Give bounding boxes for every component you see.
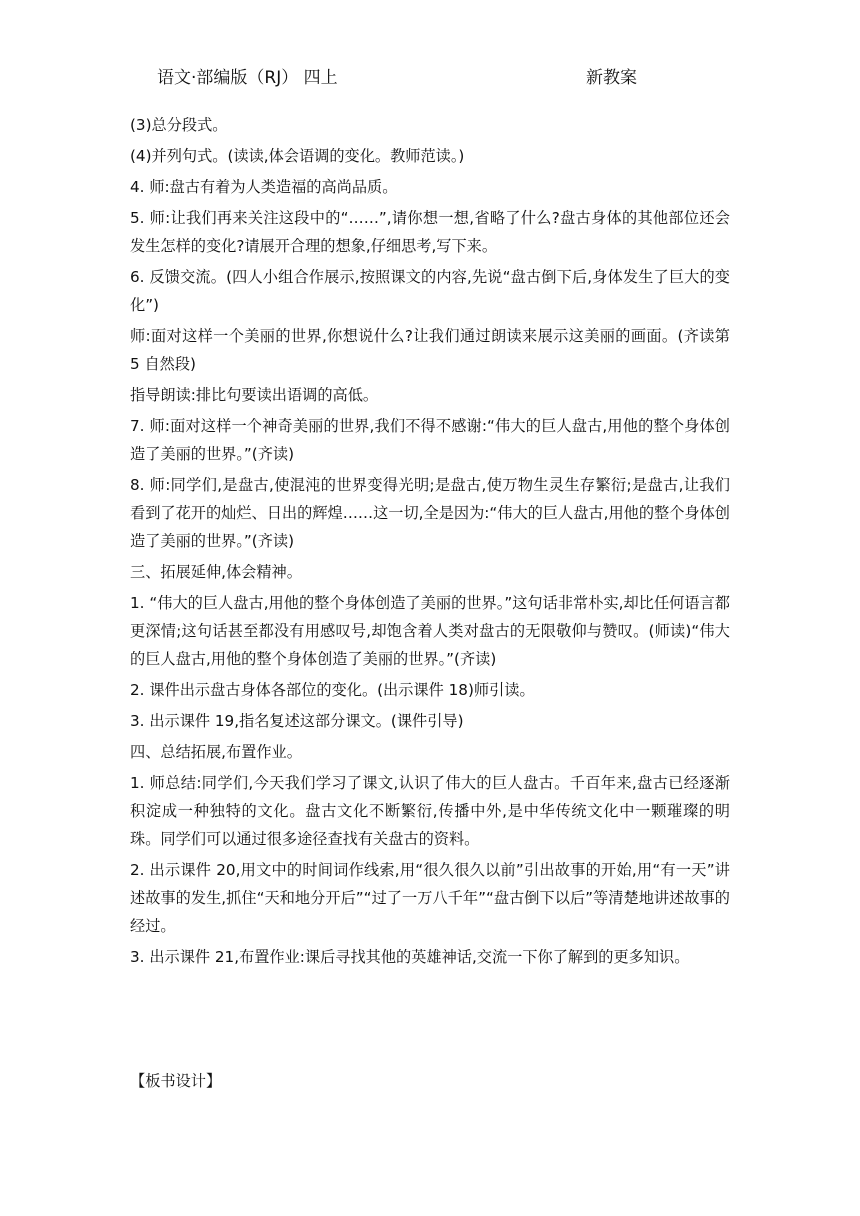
section-heading-extension: 三、拓展延伸,体会精神。 bbox=[130, 563, 302, 581]
board-design-heading: 【板书设计】 bbox=[130, 1072, 222, 1090]
paragraph-summary-1: 1. 师总结:同学们,今天我们学习了课文,认识了伟大的巨人盘古。千百年来,盘古已经逐渐积淀成一种独特的文化。盘古文化不断繁衍,传播中外,是中华传统文化中一颗璀璨的明珠。同学们可以通过很多途径查找有关盘古的资料。 bbox=[130, 774, 730, 848]
paragraph-step-8: 8. 师:同学们,是盘古,使混沌的世界变得光明;是盘古,使万物生灵生存繁衍;是盘古,让我们看到了花开的灿烂、日出的辉煌……这一切,全是因为:“伟大的巨人盘古,用他的整个身体创造了美丽的世界。”(齐读) bbox=[130, 476, 730, 550]
header-subject: 语文·部编版（RJ） 四上 bbox=[157, 68, 338, 88]
paragraph-step-6: 6. 反馈交流。(四人小组合作展示,按照课文的内容,先说“盘古倒下后,身体发生了巨大的变化”) bbox=[130, 268, 730, 314]
paragraph-structure-2: (4)并列句式。(读读,体会语调的变化。教师范读。) bbox=[130, 147, 465, 165]
paragraph-step-7: 7. 师:面对这样一个神奇美丽的世界,我们不得不感谢:“伟大的巨人盘古,用他的整个身体创造了美丽的世界。”(齐读) bbox=[130, 417, 730, 463]
page-header bbox=[0, 64, 860, 92]
paragraph-summary-3: 3. 出示课件 21,布置作业:课后寻找其他的英雄神话,交流一下你了解到的更多知识。 bbox=[130, 948, 690, 966]
paragraph-reading-guide: 指导朗读:排比句要读出语调的高低。 bbox=[130, 386, 379, 404]
header-doc-type: 新教案 bbox=[586, 68, 637, 88]
paragraph-structure-1: (3)总分段式。 bbox=[130, 116, 228, 134]
paragraph-step-4: 4. 师:盘古有着为人类造福的高尚品质。 bbox=[130, 178, 398, 196]
section-heading-summary: 四、总结拓展,布置作业。 bbox=[130, 743, 302, 761]
paragraph-step-5: 5. 师:让我们再来关注这段中的“……”,请你想一想,省略了什么?盘古身体的其他部位还会发生怎样的变化?请展开合理的想象,仔细思考,写下来。 bbox=[130, 209, 730, 255]
paragraph-extension-1: 1. “伟大的巨人盘古,用他的整个身体创造了美丽的世界。”这句话非常朴实,却比任何语言都更深情;这句话甚至都没有用感叹号,却饱含着人类对盘古的无限敬仰与赞叹。(师读)“伟大的巨人盘古,用他的整个身体创造了美丽的世界。”(齐读) bbox=[130, 594, 730, 668]
paragraph-teacher-prompt: 师:面对这样一个美丽的世界,你想说什么?让我们通过朗读来展示这美丽的画面。(齐读第 5 自然段) bbox=[130, 327, 730, 373]
paragraph-extension-3: 3. 出示课件 19,指名复述这部分课文。(课件引导) bbox=[130, 712, 464, 730]
lesson-body bbox=[130, 111, 730, 974]
paragraph-summary-2: 2. 出示课件 20,用文中的时间词作线索,用“很久很久以前”引出故事的开始,用“有一天”讲述故事的发生,抓住“天和地分开后”“过了一万八千年”“盘古倒下以后”等清楚地讲述故事的经过。 bbox=[130, 861, 730, 935]
paragraph-extension-2: 2. 课件出示盘古身体各部位的变化。(出示课件 18)师引读。 bbox=[130, 681, 535, 699]
